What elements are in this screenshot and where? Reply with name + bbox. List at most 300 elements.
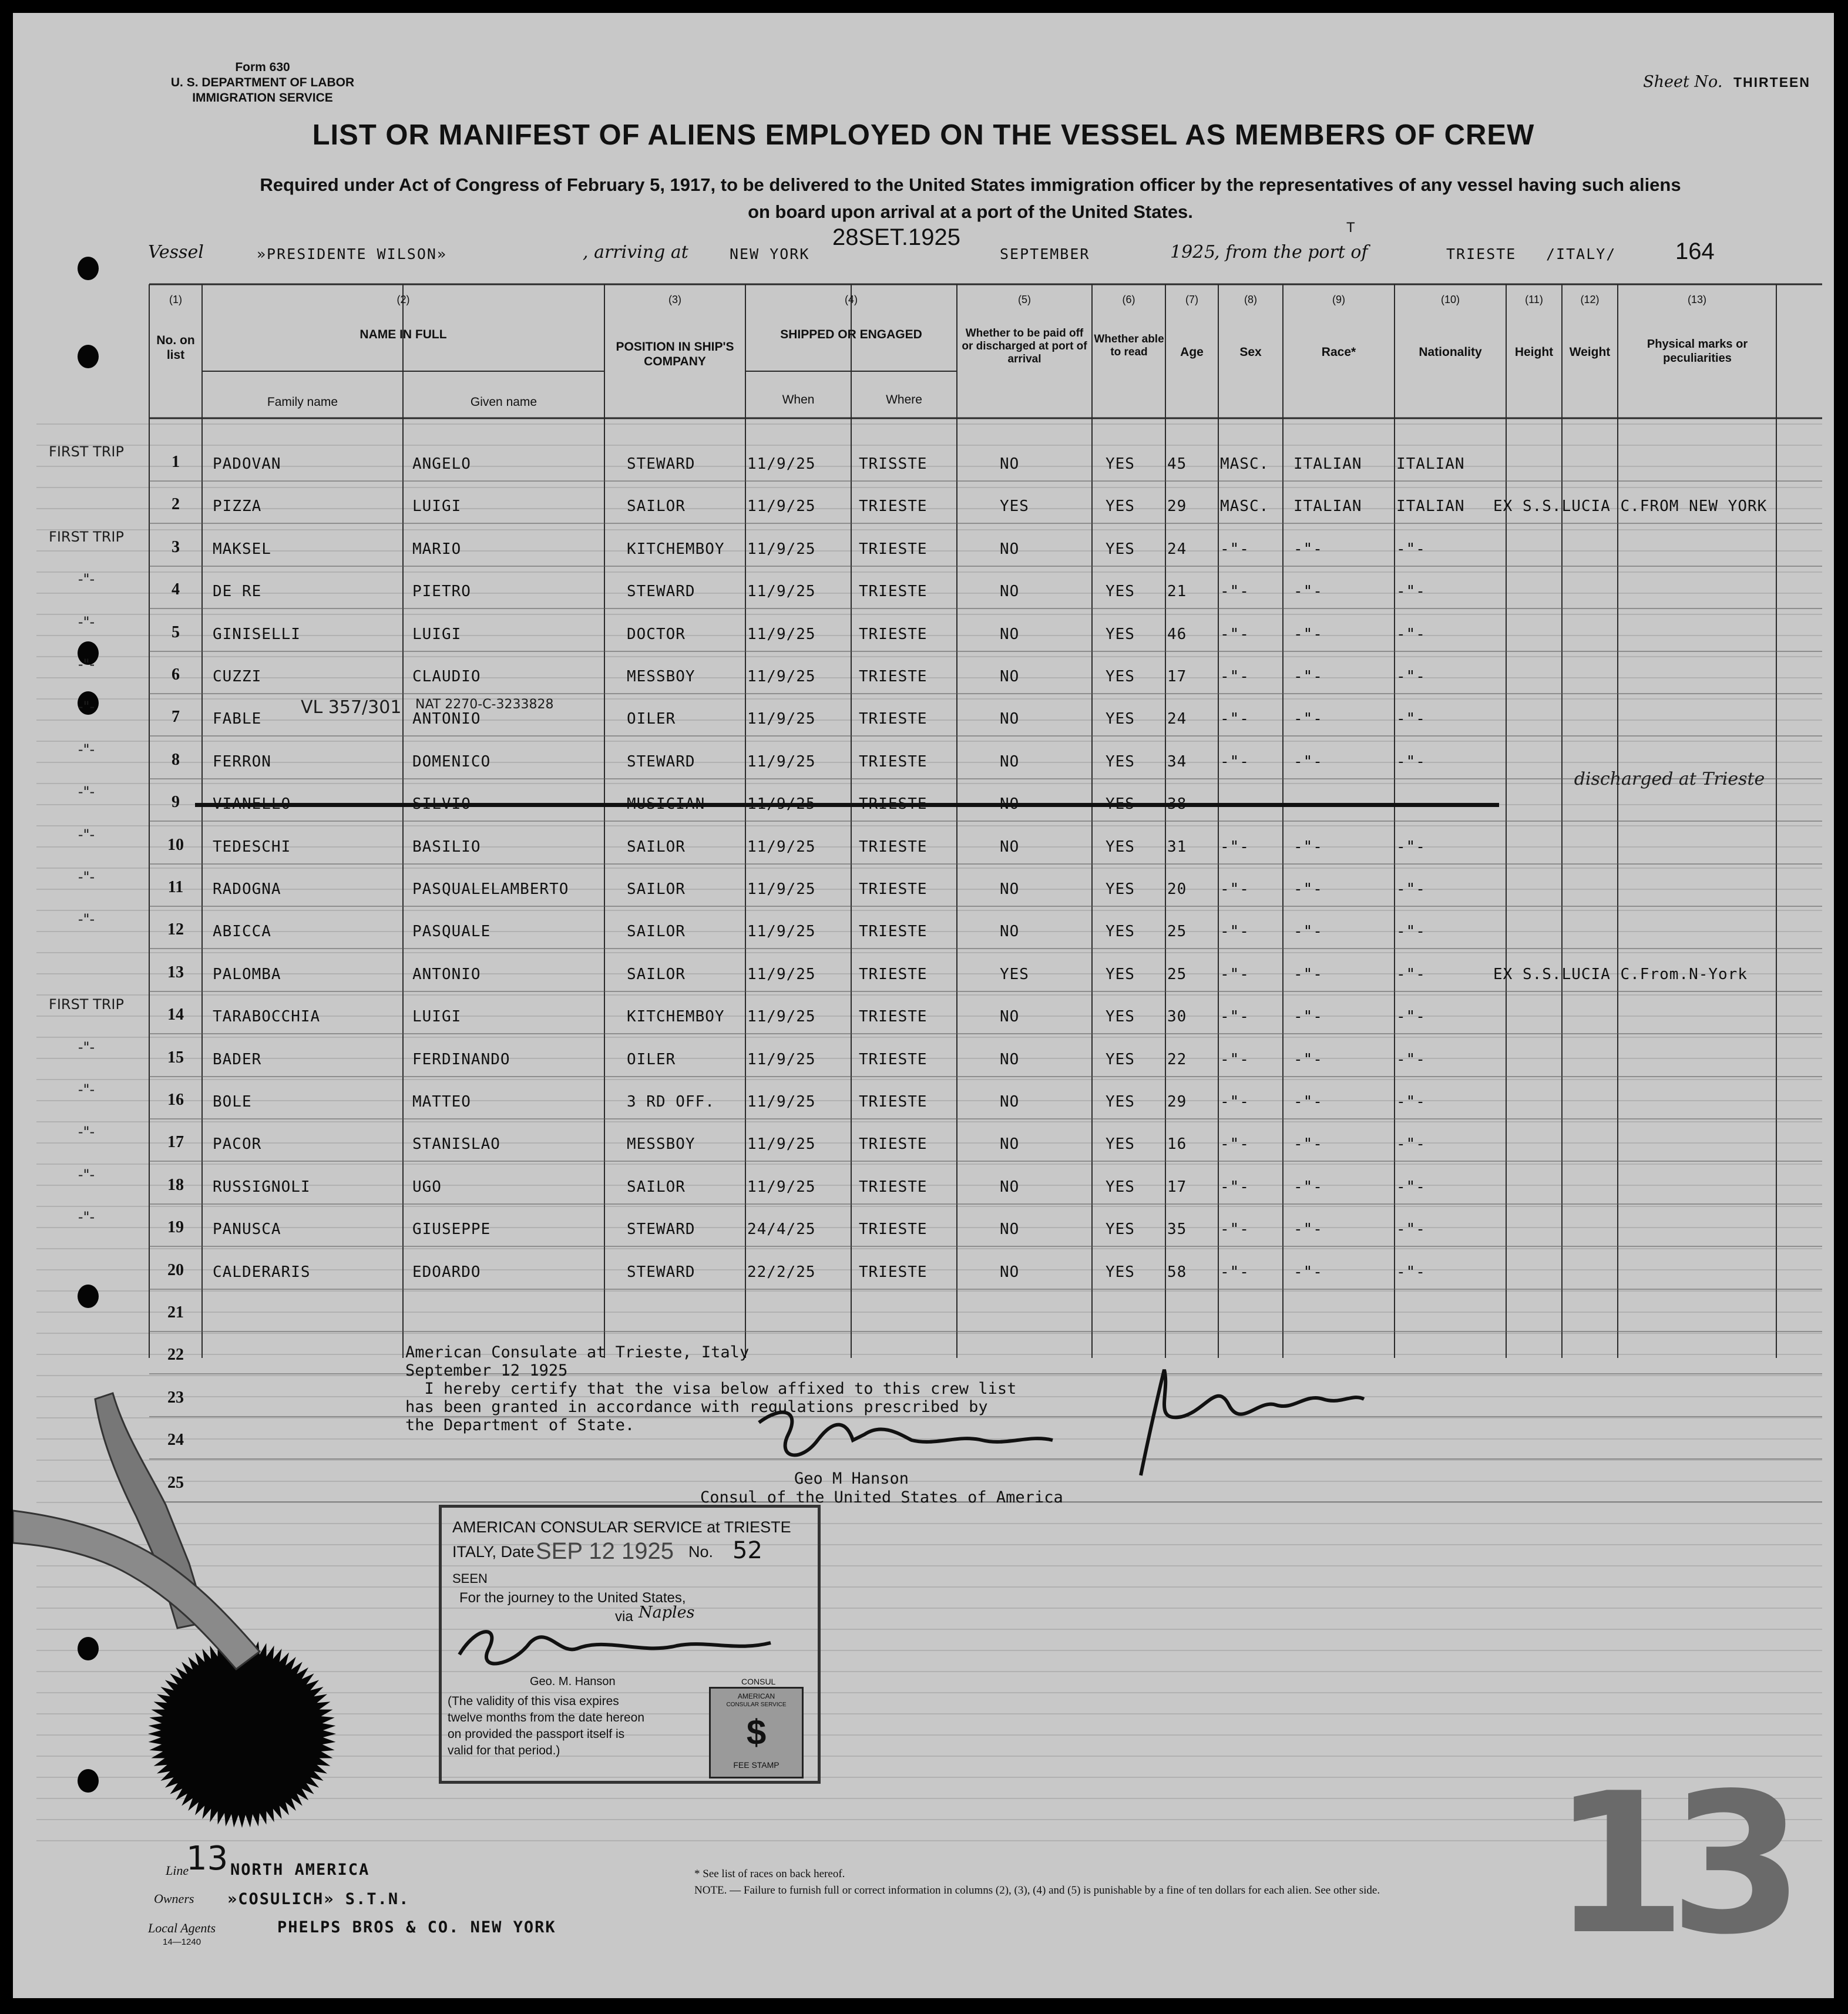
row-no: 7 [172, 708, 180, 726]
col-num-5: (5) [1018, 294, 1031, 305]
row-family: TARABOCCHIA [213, 1008, 321, 1026]
row-read: YES [1106, 753, 1135, 771]
col-num-1: (1) [169, 294, 182, 305]
fee-stamp [709, 1687, 804, 1778]
row-sex: -"- [1220, 710, 1249, 728]
row-given: STANISLAO [412, 1135, 500, 1153]
row-sex: -"- [1220, 583, 1249, 600]
col-num-7: (7) [1185, 294, 1198, 305]
row-race: -"- [1293, 668, 1323, 685]
row-nationality: -"- [1396, 1178, 1426, 1196]
visa-stamp [439, 1505, 821, 1784]
punch-hole [78, 1769, 99, 1793]
row-position: OILER [627, 710, 676, 728]
row-note: -"- [78, 698, 95, 715]
row-position: SAILOR [627, 923, 686, 940]
row-position: MESSBOY [627, 1135, 695, 1153]
row-read: YES [1106, 1093, 1135, 1111]
col-num-2: (2) [397, 294, 410, 305]
row-no: 15 [167, 1048, 184, 1067]
row-read: YES [1106, 583, 1135, 600]
row-position: SAILOR [627, 966, 686, 983]
row-no: 24 [167, 1431, 184, 1449]
row-age: 58 [1167, 1263, 1187, 1281]
consul-signer-name: Geo M Hanson [794, 1470, 909, 1488]
row-note: -"- [78, 1166, 95, 1183]
row-when: 11/9/25 [747, 1178, 816, 1196]
row-sex: -"- [1220, 626, 1249, 643]
row-paid: NO [1000, 455, 1020, 473]
row-read: YES [1106, 880, 1135, 898]
row-given: EDOARDO [412, 1263, 481, 1281]
vessel-line [13, 224, 1834, 277]
table-row [13, 1039, 1834, 1081]
row-race: -"- [1293, 1263, 1323, 1281]
requirement-line-2: on board upon arrival at a port of the United States. [748, 201, 1193, 222]
header-given-name: Given name [470, 395, 537, 409]
row-when: 11/9/25 [747, 753, 816, 771]
row-no: 9 [172, 793, 180, 811]
row-nationality: -"- [1396, 1220, 1426, 1238]
visa-stamp-validity-2: twelve months from the date hereon [448, 1711, 645, 1724]
row-age: 24 [1167, 540, 1187, 558]
row-no: 4 [172, 580, 180, 599]
row-where: TRIESTE [859, 1178, 928, 1196]
table-row [13, 1124, 1834, 1166]
table-row [13, 784, 1834, 826]
row-no: 13 [167, 963, 184, 981]
row-where: TRIESTE [859, 923, 928, 940]
row-read: YES [1106, 966, 1135, 983]
row-when: 22/2/25 [747, 1263, 816, 1281]
row-no: 14 [167, 1006, 184, 1024]
row-family: PIZZA [213, 497, 262, 515]
row-given: DOMENICO [412, 753, 491, 771]
table-row [13, 1301, 1834, 1336]
row-paid: NO [1000, 1263, 1020, 1281]
visa-stamp-seen: SEEN [452, 1571, 488, 1586]
row-when: 11/9/25 [747, 583, 816, 600]
row-family: CALDERARIS [213, 1263, 311, 1281]
arriving-label: , arriving at [583, 242, 688, 263]
row-family: BOLE [213, 1093, 252, 1111]
consulate-line-1: American Consulate at Trieste, Italy [405, 1343, 750, 1361]
row-read: YES [1106, 1263, 1135, 1281]
handwritten-13: 13 [186, 1840, 229, 1878]
row-read: YES [1106, 455, 1135, 473]
row-family: CUZZI [213, 668, 262, 685]
row-age: 29 [1167, 497, 1187, 515]
table-row [13, 1081, 1834, 1124]
row-given: BASILIO [412, 838, 481, 856]
row-race: ITALIAN [1293, 455, 1362, 473]
row-race: -"- [1293, 540, 1323, 558]
row-age: 46 [1167, 626, 1187, 643]
table-row [13, 1259, 1834, 1294]
from-label: , from the port of [1214, 242, 1368, 263]
agents-label: Local Agents [148, 1921, 216, 1935]
row-paid: NO [1000, 880, 1020, 898]
row-no: 6 [172, 665, 180, 684]
row-age: 25 [1167, 966, 1187, 983]
row-nationality: -"- [1396, 1093, 1426, 1111]
row-no: 3 [172, 538, 180, 556]
row-nationality: -"- [1396, 966, 1426, 983]
page-title: LIST OR MANIFEST OF ALIENS EMPLOYED ON THE VESSEL AS MEMBERS OF CREW [312, 119, 1535, 151]
row-given: PIETRO [412, 583, 471, 600]
row-note: FIRST TRIP [49, 529, 124, 545]
row-read: YES [1106, 1051, 1135, 1068]
row-where: TRIESTE [859, 1008, 928, 1026]
row-age: 17 [1167, 1178, 1187, 1196]
row-where: TRIESTE [859, 838, 928, 856]
mark-t: T [1346, 220, 1355, 236]
row-read: YES [1106, 710, 1135, 728]
row-given: PASQUALELAMBERTO [412, 880, 569, 898]
row-sex: -"- [1220, 1178, 1249, 1196]
consulate-line-3: I hereby certify that the visa below affixed to this crew list [405, 1380, 1017, 1398]
consul-signature [747, 1399, 1111, 1475]
row-age: 31 [1167, 838, 1187, 856]
requirement-text [148, 172, 1793, 226]
header-nationality: Nationality [1419, 345, 1482, 359]
row-given: LUIGI [412, 497, 462, 515]
col-num-12: (12) [1580, 294, 1600, 305]
row-given: LUIGI [412, 1008, 462, 1026]
row-where: TRIESTE [859, 668, 928, 685]
header-race: Race* [1321, 345, 1356, 359]
visa-stamp-title: AMERICAN CONSULAR SERVICE at TRIESTE [452, 1518, 791, 1536]
row-sex: -"- [1220, 540, 1249, 558]
col-num-6: (6) [1122, 294, 1135, 305]
row-read: YES [1106, 668, 1135, 685]
row-read: YES [1106, 1178, 1135, 1196]
table-row [13, 1166, 1834, 1209]
row-when: 11/9/25 [747, 1093, 816, 1111]
row-when: 11/9/25 [747, 966, 816, 983]
row-given: MARIO [412, 540, 462, 558]
row-given: MATTEO [412, 1093, 471, 1111]
row-age: 29 [1167, 1093, 1187, 1111]
row-no: 2 [172, 495, 180, 513]
sheet-value: THIRTEEN [1733, 75, 1810, 90]
row-note: -"- [78, 784, 95, 800]
header-name-in-full: NAME IN FULL [359, 328, 447, 341]
department: U. S. DEPARTMENT OF LABOR [170, 76, 355, 89]
row-sex: -"- [1220, 1263, 1249, 1281]
row-family: PALOMBA [213, 966, 281, 983]
row-position: SAILOR [627, 838, 686, 856]
row-when: 11/9/25 [747, 838, 816, 856]
row-read: YES [1106, 1220, 1135, 1238]
requirement-line-1: Required under Act of Congress of February 5, 1917, to be delivered to the United States immigration officer by the representatives of any vessel having such aliens [260, 174, 1681, 195]
row-where: TRIESTE [859, 583, 928, 600]
row-position: SAILOR [627, 497, 686, 515]
row-when: 11/9/25 [747, 497, 816, 515]
row-note: -"- [78, 1039, 95, 1055]
line-label: Line [166, 1863, 189, 1878]
row-when: 11/9/25 [747, 1008, 816, 1026]
form-code: 14—1240 [163, 1937, 201, 1947]
row-position: STEWARD [627, 1220, 695, 1238]
row-where: TRIESTE [859, 880, 928, 898]
row-race: -"- [1293, 626, 1323, 643]
row-read: YES [1106, 923, 1135, 940]
row-when: 24/4/25 [747, 1220, 816, 1238]
row7-code-b: NAT 2270-C-3233828 [415, 697, 554, 712]
row-read: YES [1106, 497, 1135, 515]
row-position: 3 RD OFF. [627, 1093, 715, 1111]
col-num-9: (9) [1332, 294, 1345, 305]
table-row [13, 656, 1834, 698]
row-sex: -"- [1220, 838, 1249, 856]
row-paid: YES [1000, 966, 1029, 983]
row-when: 11/9/25 [747, 668, 816, 685]
row-when: 11/9/25 [747, 710, 816, 728]
row-no: 21 [167, 1303, 184, 1322]
ribbon-icon [13, 1376, 289, 1681]
row-where: TRIESTE [859, 753, 928, 771]
row-paid: NO [1000, 1051, 1020, 1068]
row-nationality: -"- [1396, 710, 1426, 728]
row-race: -"- [1293, 923, 1323, 940]
col-num-13: (13) [1687, 294, 1706, 305]
fee-stamp-line-1: AMERICAN [737, 1692, 775, 1700]
row-note: -"- [78, 911, 95, 927]
row-where: TRIESTE [859, 710, 928, 728]
row-age: 35 [1167, 1220, 1187, 1238]
row9-discharged-note: discharged at Trieste [1574, 769, 1765, 789]
row-sex: -"- [1220, 1008, 1249, 1026]
year-suffix: 5 [1204, 242, 1216, 263]
row-where: TRIESTE [859, 966, 928, 983]
row-position: STEWARD [627, 455, 695, 473]
port-value: TRIESTE [1446, 246, 1517, 263]
punch-hole [78, 345, 99, 368]
owners-label: Owners [154, 1891, 194, 1906]
row-note: -"- [78, 869, 95, 885]
row-no: 12 [167, 920, 184, 939]
visa-stamp-validity-1: (The validity of this visa expires [448, 1694, 619, 1708]
row-nationality: -"- [1396, 1008, 1426, 1026]
row-no: 22 [167, 1346, 184, 1364]
row-family: RUSSIGNOLI [213, 1178, 311, 1196]
table-row [13, 529, 1834, 571]
row-no: 1 [172, 453, 180, 471]
row-when: 11/9/25 [747, 540, 816, 558]
row-race: -"- [1293, 1093, 1323, 1111]
row-paid: NO [1000, 583, 1020, 600]
row-no: 5 [172, 623, 180, 641]
row-race: -"- [1293, 1135, 1323, 1153]
visa-stamp-via-label: via [615, 1609, 633, 1625]
row-sex: MASC. [1220, 455, 1269, 473]
row-no: 25 [167, 1474, 184, 1492]
header-age: Age [1180, 345, 1204, 359]
service: IMMIGRATION SERVICE [192, 91, 333, 105]
row-age: 16 [1167, 1135, 1187, 1153]
row-race: -"- [1293, 753, 1323, 771]
row-sex: -"- [1220, 880, 1249, 898]
fee-stamp-line-2: CONSULAR SERVICE [726, 1702, 787, 1708]
visa-stamp-consul: CONSUL [741, 1677, 776, 1686]
header-physical-marks: Physical marks or peculiarities [1647, 338, 1748, 365]
row-read: YES [1106, 838, 1135, 856]
col-num-4: (4) [845, 294, 858, 305]
row-family: PACOR [213, 1135, 262, 1153]
manifest-page [13, 13, 1834, 1998]
line-value: NORTH AMERICA [230, 1861, 370, 1879]
row-no: 11 [167, 878, 184, 896]
row-note: -"- [78, 571, 95, 587]
header-able-to-read: Whether able to read [1094, 333, 1164, 358]
vessel-value: »PRESIDENTE WILSON» [257, 246, 447, 263]
row-sex: -"- [1220, 923, 1249, 940]
row-where: TRIESTE [859, 1135, 928, 1153]
row-family: DE RE [213, 583, 262, 600]
row-sex: -"- [1220, 966, 1249, 983]
col-num-8: (8) [1244, 294, 1257, 305]
row-nationality: -"- [1396, 880, 1426, 898]
big-sheet-number: 13 [1552, 1751, 1787, 1977]
row-nationality: ITALIAN [1396, 497, 1465, 515]
fine-note: NOTE. — Failure to furnish full or correct information in columns (2), (3), (4) and (5) is punishable by a fine of ten dollars for each alien. See other side. [694, 1884, 1380, 1897]
row-paid: NO [1000, 1093, 1020, 1111]
table-row [13, 996, 1834, 1038]
row-no: 10 [167, 836, 184, 854]
row-note: -"- [78, 826, 95, 843]
row-family: ABICCA [213, 923, 271, 940]
row-family: BADER [213, 1051, 262, 1068]
row-given: ANTONIO [412, 966, 481, 983]
row-race: -"- [1293, 583, 1323, 600]
row-family: FERRON [213, 753, 271, 771]
header-when: When [782, 393, 815, 406]
row-race: -"- [1293, 1051, 1323, 1068]
row-position: SAILOR [627, 880, 686, 898]
header-position: POSITION IN SHIP'S COMPANY [616, 340, 734, 368]
row-age: 45 [1167, 455, 1187, 473]
table-row [13, 614, 1834, 656]
row-given: GIUSEPPE [412, 1220, 491, 1238]
race-note: * See list of races on back hereof. [694, 1868, 845, 1880]
row-family: MAKSEL [213, 540, 271, 558]
row-paid: YES [1000, 497, 1029, 515]
row-remarks: EX S.S.LUCIA C.FROM NEW YORK [1493, 497, 1768, 515]
agents-value: PHELPS BROS & CO. NEW YORK [277, 1918, 556, 1936]
row-paid: NO [1000, 1135, 1020, 1153]
row-where: TRIESTE [859, 1263, 928, 1281]
consulate-line-5: the Department of State. [405, 1416, 635, 1434]
row-when: 11/9/25 [747, 880, 816, 898]
row-age: 17 [1167, 668, 1187, 685]
table-row [13, 493, 1834, 528]
row-where: TRIESTE [859, 1051, 928, 1068]
row-paid: NO [1000, 1220, 1020, 1238]
row-race: -"- [1293, 966, 1323, 983]
row-sex: -"- [1220, 1135, 1249, 1153]
row-sex: -"- [1220, 753, 1249, 771]
row-sex: -"- [1220, 668, 1249, 685]
row-position: OILER [627, 1051, 676, 1068]
col-num-10: (10) [1440, 294, 1460, 305]
row-position: STEWARD [627, 583, 695, 600]
row-nationality: -"- [1396, 540, 1426, 558]
row-family: GINISELLI [213, 626, 301, 643]
row-paid: NO [1000, 668, 1020, 685]
row-nationality: -"- [1396, 1263, 1426, 1281]
row-paid: NO [1000, 626, 1020, 643]
row-when: 11/9/25 [747, 923, 816, 940]
row-where: TRIESTE [859, 540, 928, 558]
table-row [13, 869, 1834, 911]
row-given: CLAUDIO [412, 668, 481, 685]
table-row [13, 911, 1834, 953]
visa-stamp-via: Naples [639, 1603, 695, 1622]
row-race: -"- [1293, 880, 1323, 898]
row-race: ITALIAN [1293, 497, 1362, 515]
row-read: YES [1106, 1008, 1135, 1026]
row-note: FIRST TRIP [49, 443, 124, 460]
row-read: YES [1106, 1135, 1135, 1153]
row-strike-line [195, 803, 1499, 807]
initials-signature [1117, 1358, 1376, 1493]
row-paid: NO [1000, 923, 1020, 940]
row-race: -"- [1293, 1220, 1323, 1238]
consul-title: Consul of the United States of America [700, 1488, 1063, 1507]
row-when: 11/9/25 [747, 1051, 816, 1068]
form-number: Form 630 [235, 60, 290, 74]
row-nationality: -"- [1396, 626, 1426, 643]
row-sex: -"- [1220, 1093, 1249, 1111]
row-note: FIRST TRIP [49, 996, 124, 1013]
row-age: 22 [1167, 1051, 1187, 1068]
row-given: LUIGI [412, 626, 462, 643]
row-no: 17 [167, 1133, 184, 1151]
row-nationality: -"- [1396, 1051, 1426, 1068]
sheet-number [1643, 73, 1810, 91]
row-race: -"- [1293, 1178, 1323, 1196]
visa-stamp-validity-3: on provided the passport itself is [448, 1727, 625, 1741]
row-where: TRIESTE [859, 626, 928, 643]
row-sex: -"- [1220, 1051, 1249, 1068]
visa-stamp-journey: For the journey to the United States, [459, 1590, 686, 1606]
row-read: YES [1106, 626, 1135, 643]
row-when: 11/9/25 [747, 1135, 816, 1153]
table-row [13, 443, 1834, 486]
row-given: UGO [412, 1178, 442, 1196]
row-paid: NO [1000, 1008, 1020, 1026]
fee-stamp-line-3: FEE STAMP [733, 1760, 779, 1770]
row-family: FABLE [213, 710, 262, 728]
row-paid: NO [1000, 753, 1020, 771]
row-note: -"- [78, 1209, 95, 1225]
table-row [13, 826, 1834, 869]
row-position: KITCHEMBOY [627, 1008, 725, 1026]
row-note: -"- [78, 1124, 95, 1140]
row-note: -"- [78, 1081, 95, 1098]
table-row [13, 961, 1834, 996]
row-position: KITCHEMBOY [627, 540, 725, 558]
row-given: PASQUALE [412, 923, 491, 940]
row-nationality: -"- [1396, 583, 1426, 600]
table-row [13, 741, 1834, 784]
row-age: 25 [1167, 923, 1187, 940]
row-given: ANGELO [412, 455, 471, 473]
row-race: -"- [1293, 838, 1323, 856]
visa-stamp-no-label: No. [688, 1543, 714, 1561]
row-position: STEWARD [627, 1263, 695, 1281]
